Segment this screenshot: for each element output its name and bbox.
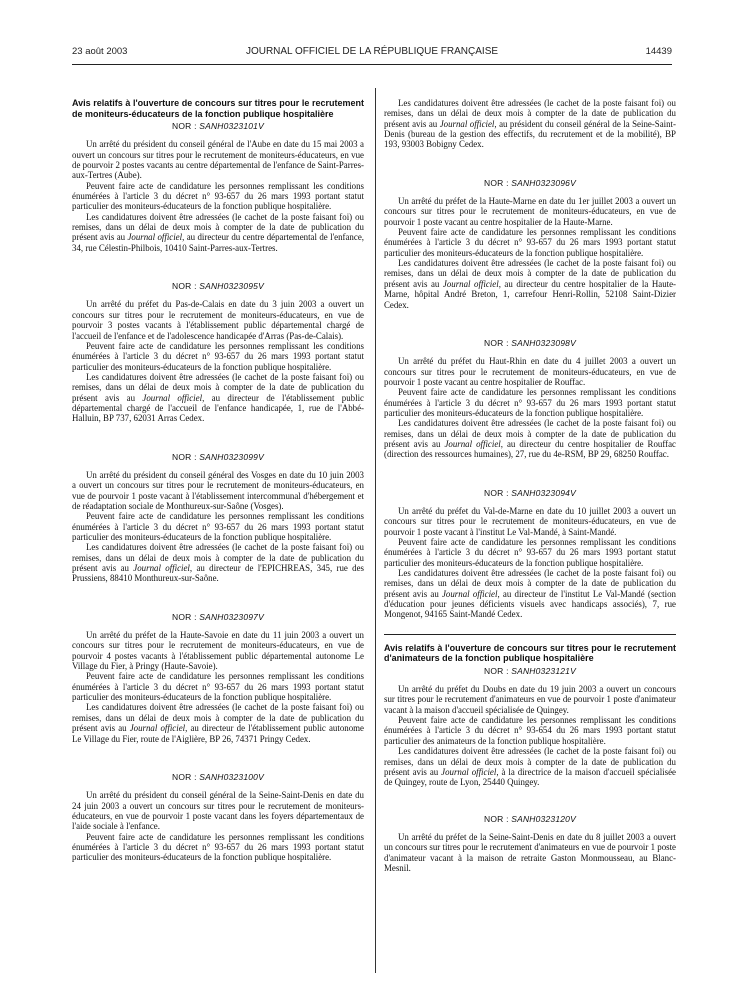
notice-paragraph: Peuvent faire acte de candidature les personnes remplissant les conditions énumérées à l'article 3 du décret n° 93-654 du 26 mars 1993 portant statut particulier des animateurs de la fonction publique hospitalière. (384, 715, 676, 746)
nor-reference: NOR : SANH0323097V (172, 611, 264, 622)
column-divider (375, 88, 376, 973)
notice-paragraph: Peuvent faire acte de candidature les personnes remplissant les conditions énumérées à l'article 3 du décret n° 93-657 du 26 mars 1993 portant statut particulier des moniteurs-éducateurs de la fonction publique hospitalière. (72, 180, 364, 212)
nor-reference: NOR : SANH0323099V (172, 451, 264, 462)
notice (72, 281, 364, 423)
notice-paragraph: Peuvent faire acte de candidature les personnes remplissant les conditions énumérées à l'article 3 du décret n° 93-657 du 26 mars 1993 portant statut particulier des moniteurs-éducateurs de la fonction publique hospitalière. (384, 227, 676, 258)
notice-paragraph: Peuvent faire acte de candidature les personnes remplissant les conditions énumérées à l'article 3 du décret n° 93-657 du 26 mars 1993 portant statut particulier des moniteurs-éducateurs de la fonction publique hospitalière. (384, 537, 676, 568)
journal-title: JOURNAL OFFICIEL DE LA RÉPUBLIQUE FRANÇAISE (245, 46, 499, 57)
issue-date: 23 août 2003 (72, 46, 128, 57)
notice-paragraph: Les candidatures doivent être adressées (le cachet de la poste faisant foi) ou remises, dans un délai de deux mois à compter de la date de publication du présent avis au Journal officiel, au directeur du centre départemental de l'enfance, 34, rue Célestin-Philbois, 10410 Saint-Parres-aux-Tertres. (72, 211, 364, 253)
notice-paragraph: Un arrêté du préfet du Pas-de-Calais en date du 3 juin 2003 a ouvert un concours sur titres pour le recrutement de moniteurs-éducateurs, en vue de pourvoir 3 postes vacants à l'établissement public départemental chargé de l'accueil de l'enfance et de l'adolescence handicapée d'Arras (Pas-de-Calais). (72, 299, 364, 341)
nor-reference: NOR : SANH0323098V (484, 337, 576, 348)
notice-paragraph: Les candidatures doivent être adressées (le cachet de la poste faisant foi) ou remises, dans un délai de deux mois à compter de la date de publication du présent avis au Journal officiel, à la directrice de la maison d'accueil spécialisée de Quingey, route de Lyon, 25440 Quingey. (384, 746, 676, 788)
notice-paragraph: Les candidatures doivent être adressées (le cachet de la poste faisant foi) ou remises, dans un délai de deux mois à compter de la date de publication du présent avis au Journal officiel, au président du conseil général de la Seine-Saint-Denis (bureau de la gestion des effectifs, du recrutement et de la mobilité), BP 193, 93003 Bobigny Cedex. (384, 98, 676, 150)
page-number: 14439 (645, 46, 672, 57)
notice (72, 772, 364, 863)
notice-paragraph: Les candidatures doivent être adressées (le cachet de la poste faisant foi) ou remises, dans un délai de deux mois à compter de la date de publication du présent avis au Journal officiel, au directeur du centre hospitalier de la Haute-Marne, hôpital André Breton, 1, carrefour Henri-Rollin, 52108 Saint-Dizier Cedex. (384, 258, 676, 310)
notice-paragraph: Un arrêté du préfet du Haut-Rhin en date du 4 juillet 2003 a ouvert un concours sur titres pour le recrutement de moniteurs-éducateurs, en vue de pourvoir 1 poste vacant au centre hospitalier de Rouffac. (384, 356, 676, 387)
notice-paragraph: Peuvent faire acte de candidature les personnes remplissant les conditions énumérées à l'article 3 du décret n° 93-657 du 26 mars 1993 portant statut particulier des moniteurs-éducateurs de la fonction publique hospitalière. (72, 511, 364, 542)
notice-paragraph: Un arrêté du président du conseil général de l'Aube en date du 15 mai 2003 a ouvert un concours sur titres pour le recrutement de moniteurs-éducateurs, en vue de pourvoir 2 postes vacants au centre départemental de l'enfance de Saint-Parres-aux-Tertres (Aube). (72, 139, 364, 181)
notice (72, 121, 364, 253)
section-heading: Avis relatifs à l'ouverture de concours sur titres pour le recrutement d'animateurs de la fonction publique hospitalière (384, 642, 676, 664)
nor-reference: NOR : SANH0323120V (484, 813, 576, 824)
nor-reference: NOR : SANH0323095V (172, 281, 264, 292)
notice (384, 338, 676, 460)
notice-paragraph: Un arrêté du préfet de la Haute-Savoie en date du 11 juin 2003 a ouvert un concours sur titres pour le recrutement de moniteurs-éducateurs, en vue de pourvoir 4 postes vacants à l'établissement public départemental autonome Le Village du Fier, à Pringy (Haute-Savoie). (72, 630, 364, 672)
notice (384, 178, 676, 310)
right-column (384, 98, 676, 873)
notice-paragraph: Peuvent faire acte de candidature les personnes remplissant les conditions énumérées à l'article 3 du décret n° 93-657 du 26 mars 1993 portant statut particulier des moniteurs-éducateurs de la fonction publique hospitalière. (72, 831, 364, 863)
notice-paragraph: Un arrêté du préfet du Val-de-Marne en date du 10 juillet 2003 a ouvert un concours sur titres pour le recrutement de moniteurs-éducateurs, en vue de pourvoir 1 poste vacant à l'institut Le Val-Mandé, à Saint-Mandé. (384, 505, 676, 537)
notice-paragraph: Un arrêté du président du conseil général des Vosges en date du 10 juin 2003 a ouvert un concours sur titres pour le recrutement de moniteurs-éducateurs, en vue de pourvoir 1 poste vacant à l'établissement intercommunal d'hébergement et de réadaptation sociale de Monthureux-sur-Saône (Vosges). (72, 469, 364, 511)
notice-paragraph: Un arrêté du président du conseil général de la Seine-Saint-Denis en date du 24 juin 2003 a ouvert un concours sur titres pour le recrutement de moniteurs-éducateurs, en vue de pourvoir 1 poste vacant dans les foyers départementaux de l'aide sociale à l'enfance. (72, 790, 364, 832)
nor-reference: NOR : SANH0323121V (484, 665, 576, 676)
header-rule (72, 64, 672, 65)
notice (384, 814, 676, 874)
left-column (72, 98, 364, 863)
nor-reference: NOR : SANH0323100V (172, 771, 264, 782)
notice (384, 488, 676, 620)
notice-paragraph: Peuvent faire acte de candidature les personnes remplissant les conditions énumérées à l'article 3 du décret n° 93-657 du 26 mars 1993 portant statut particulier des moniteurs-éducateurs de la fonction publique hospitalière. (72, 340, 364, 372)
notice-paragraph: Un arrêté du préfet du Doubs en date du 19 juin 2003 a ouvert un concours sur titres pour le recrutement d'animateurs en vue de pourvoir 1 poste d'animateur vacant à la maison d'accueil spécialisée de Quingey. (384, 684, 676, 715)
section-heading: Avis relatifs à l'ouverture de concours sur titres pour le recrutement de moniteurs-éducateurs de la fonction publique hospitalière (72, 98, 364, 119)
nor-reference: NOR : SANH0323094V (484, 487, 576, 498)
notice (384, 666, 676, 788)
notice-paragraph: Un arrêté du préfet de la Seine-Saint-Denis en date du 8 juillet 2003 a ouvert un concours sur titres pour le recrutement d'animateurs en vue de pourvoir 1 poste d'animateur vacant à la maison de retraite Gaston Monmousseau, au Blanc-Mesnil. (384, 831, 676, 873)
notice-paragraph: Un arrêté du préfet de la Haute-Marne en date du 1er juillet 2003 a ouvert un concours sur titres pour le recrutement de moniteurs-éducateurs, en vue de pourvoir 1 poste vacant au centre hospitalier de la Haute-Marne. (384, 196, 676, 227)
notice-paragraph: Les candidatures doivent être adressées (le cachet de la poste faisant foi) ou remises, dans un délai de deux mois à compter de la date de publication du présent avis au Journal officiel, au directeur de l'établissement public autonome Le Village du Fier, route de l'Aiglière, BP 26, 74371 Pringy Cedex. (72, 702, 364, 744)
notice-paragraph: Les candidatures doivent être adressées (le cachet de la poste faisant foi) ou remises, dans un délai de deux mois à compter de la date de publication du présent avis au Journal officiel, au directeur de l'EPICHREAS, 345, rue des Prussiens, 88410 Monthureux-sur-Saône. (72, 542, 364, 584)
page-header (72, 46, 672, 60)
nor-reference: NOR : SANH0323101V (172, 121, 264, 131)
notice (72, 452, 364, 584)
notice-paragraph: Les candidatures doivent être adressées (le cachet de la poste faisant foi) ou remises, dans un délai de deux mois à compter de la date de publication du présent avis au Journal officiel, au directeur de l'établissement public départemental chargé de l'accueil de l'enfance handicapée, 1, rue de l'Abbé-Halluin, BP 737, 62031 Arras Cedex. (72, 371, 364, 424)
notice-paragraph: Les candidatures doivent être adressées (le cachet de la poste faisant foi) ou remises, dans un délai de deux mois à compter de la date de publication du présent avis au Journal officiel, au directeur du centre hospitalier de Rouffac (direction des ressources humaines), 27, rue du 4e-RSM, BP 29, 68250 Rouffac. (384, 418, 676, 460)
nor-reference: NOR : SANH0323096V (484, 177, 576, 188)
section-rule (384, 634, 676, 635)
notice (72, 612, 364, 744)
notice-paragraph: Les candidatures doivent être adressées (le cachet de la poste faisant foi) ou remises, dans un délai de deux mois à compter de la date de publication du présent avis au Journal officiel, au directeur de l'institut Le Val-Mandé (section d'éducation pour jeunes déficients visuels avec handicaps associés), 7, rue Mongenot, 94165 Saint-Mandé Cedex. (384, 568, 676, 620)
notice-paragraph: Peuvent faire acte de candidature les personnes remplissant les conditions énumérées à l'article 3 du décret n° 93-657 du 26 mars 1993 portant statut particulier des moniteurs-éducateurs de la fonction publique hospitalière. (384, 387, 676, 418)
notice-paragraph: Peuvent faire acte de candidature les personnes remplissant les conditions énumérées à l'article 3 du décret n° 93-657 du 26 mars 1993 portant statut particulier des moniteurs-éducateurs de la fonction publique hospitalière. (72, 671, 364, 703)
